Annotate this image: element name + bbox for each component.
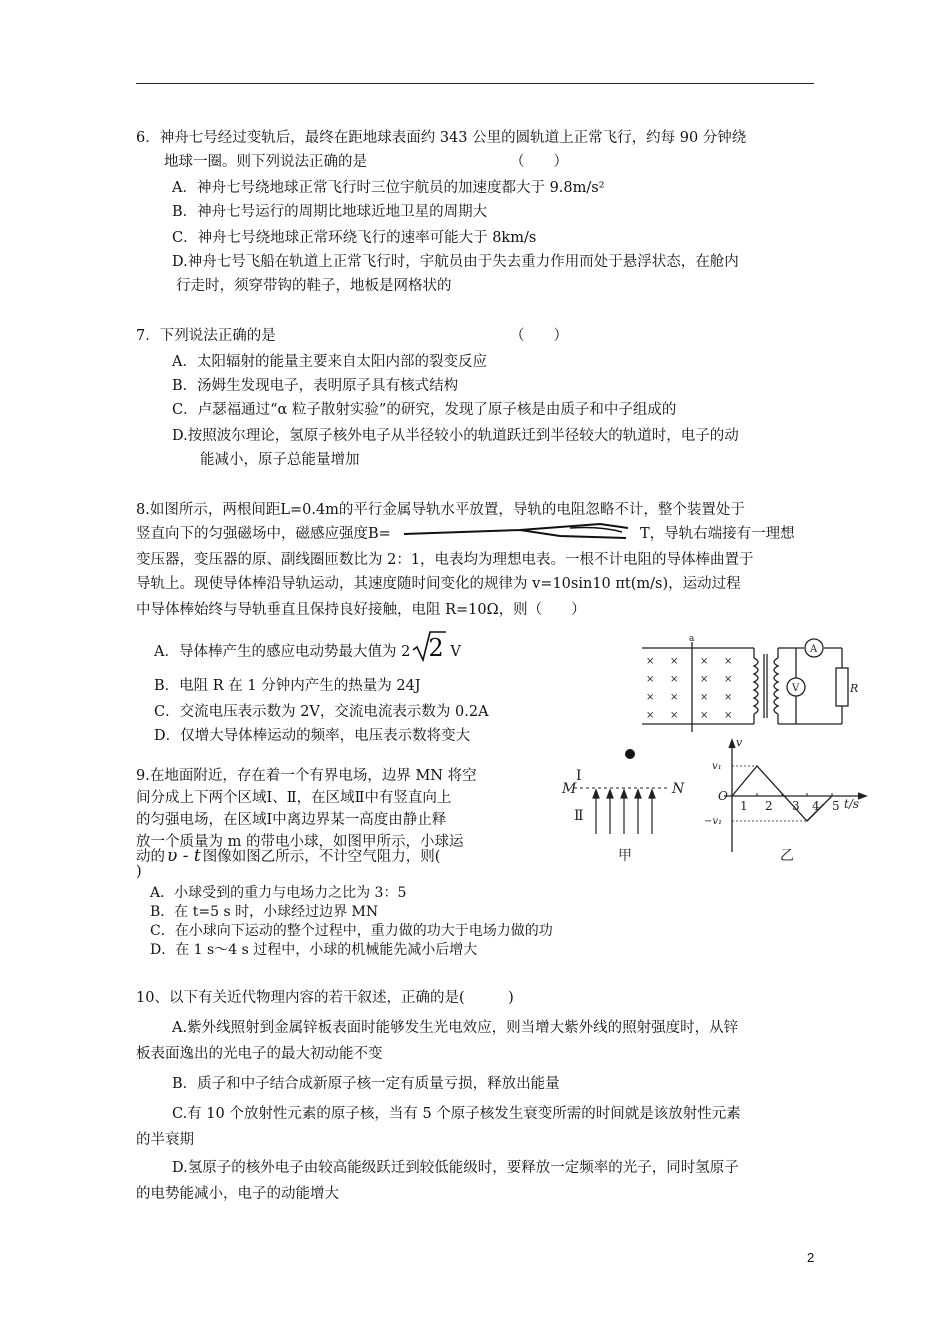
q9-option-a: A．小球受到的重力与电场力之比为 3：5 — [150, 885, 407, 901]
svg-text:×: × — [670, 692, 679, 703]
q9-stem-line5-b: 图像如图乙所示，不计空气阻力，则( — [202, 849, 441, 865]
svg-text:×: × — [724, 710, 733, 721]
q8-stem-line4: 导轨上。现使导体棒沿导轨运动，其速度随时间变化的规律为 v=10sin10 πt(m/s)，运动过程 — [136, 576, 741, 592]
q8-stem-line1: 8.如图所示，两根间距L=0.4m的平行金属导轨水平放置，导轨的电阻忽略不计，整个装置处于 — [136, 502, 745, 518]
svg-text:×: × — [700, 656, 709, 667]
q6-option-d-line1: D.神舟七号飞船在轨道上正常飞行时，宇航员由于失去重力作用而处于悬浮状态，在舱内 — [172, 254, 739, 270]
q9-caption-jia: 甲 — [618, 848, 632, 864]
q8-circuit-diagram — [636, 634, 859, 740]
svg-text:×: × — [646, 692, 655, 703]
q10-option-d-line2: 的电势能减小，电子的动能增大 — [136, 1186, 339, 1202]
q9-option-d: D．在 1 s～4 s 过程中，小球的机械能先减小后增大 — [150, 942, 478, 958]
q9-label-n: N — [672, 781, 685, 797]
q9-stem-line5 — [136, 846, 440, 867]
q9-stem-line2: 间分成上下两个区域Ⅰ、Ⅱ，在区域Ⅱ中有竖直向上 — [136, 790, 452, 806]
q9-caption-yi: 乙 — [780, 848, 794, 864]
q6-option-c: C．神舟七号绕地球正常环绕飞行的速率可能大于 8km/s — [172, 230, 537, 246]
q6-stem-line2: 地球一圈。则下列说法正确的是 — [164, 154, 367, 170]
q8-option-a-text: A．导体棒产生的感应电动势最大值为 2 — [154, 644, 411, 660]
q9-stem-line3: 的匀强电场，在区域Ⅰ中离边界某一高度由静止释 — [136, 812, 447, 828]
q9-vt-symbol: υ - t — [167, 846, 201, 866]
q9-figure-yi — [702, 736, 872, 864]
svg-text:×: × — [670, 710, 679, 721]
svg-text:×: × — [646, 674, 655, 685]
svg-text:×: × — [670, 656, 679, 667]
q9-tick-5: 5 — [832, 799, 840, 813]
q9-stem-line6: ) — [136, 864, 142, 880]
svg-text:×: × — [700, 710, 709, 721]
q10-option-b: B．质子和中子结合成新原子核一定有质量亏损，释放出能量 — [172, 1076, 560, 1092]
q8-option-d: D．仅增大导体棒运动的频率，电压表示数将变大 — [154, 728, 471, 744]
q9-label-m: M — [562, 781, 577, 797]
q8-label-a: a — [689, 634, 695, 644]
q7-option-d-line2: 能减小，原子总能量增加 — [200, 452, 360, 468]
q8-option-a — [154, 636, 461, 666]
q6-option-b: B．神舟七号运行的周期比地球近地卫星的周期大 — [172, 204, 488, 220]
q8-stem-line2a: 竖直向下的匀强磁场中，磁感应强度B= — [136, 526, 391, 542]
q9-option-c: C．在小球向下运动的整个过程中，重力做的功大于电场力做的功 — [150, 923, 553, 939]
q10-option-c-line2: 的半衰期 — [136, 1132, 194, 1148]
q9-tick-2: 2 — [765, 799, 773, 813]
q8-label-ammeter: A — [810, 644, 818, 655]
q10-option-a-line2: 板表面逸出的光电子的最大初动能不变 — [136, 1046, 383, 1062]
svg-text:×: × — [724, 674, 733, 685]
svg-text:×: × — [724, 656, 733, 667]
q7-option-c: C．卢瑟福通过“α 粒子散射实验”的研究，发现了原子核是由质子和中子组成的 — [172, 402, 677, 418]
q9-v1-label: v₁ — [712, 761, 722, 772]
q9-region-2-label: Ⅱ — [574, 808, 584, 824]
svg-text:×: × — [646, 710, 655, 721]
q10-stem: 10、以下有关近代物理内容的若干叙述，正确的是( ) — [136, 990, 514, 1006]
q8-stem-line2b: T，导轨右端接有一理想 — [640, 526, 795, 542]
q9-neg-v1-label: −v₁ — [704, 816, 723, 827]
q7-option-d-line1: D.按照波尔理论，氢原子核外电子从半径较小的轨道跃迁到半径较大的轨道时，电子的动 — [172, 428, 739, 444]
page-number: 2 — [807, 1250, 815, 1265]
q7-option-b: B．汤姆生发现电子，表明原子具有核式结构 — [172, 378, 459, 394]
q8-stem-line5: 中导体棒始终与导轨垂直且保持良好接触，电阻 R=10Ω，则（ ） — [136, 602, 586, 618]
q10-option-a-line1: A.紫外线照射到金属锌板表面时能够发生光电效应，则当增大紫外线的照射强度时，从锌 — [172, 1020, 739, 1036]
q6-stem-line1: 6．神舟七号经过变轨后，最终在距地球表面约 343 公里的圆轨道上正常飞行，约每 90 分钟绕 — [136, 130, 747, 146]
q9-stem-line5-a: 动的 — [136, 849, 165, 865]
q8-option-b: B．电阻 R 在 1 分钟内产生的热量为 24J — [154, 678, 421, 694]
q10-option-c-line1: C.有 10 个放射性元素的原子核，当有 5 个原子核发生衰变所需的时间就是该放射性元素 — [172, 1106, 741, 1122]
q9-option-b: B．在 t=5 s 时，小球经过边界 MN — [150, 904, 379, 920]
q9-region-1-label: Ⅰ — [576, 768, 582, 784]
q9-axis-v-label: v — [736, 736, 743, 749]
q6-option-a: A．神舟七号绕地球正常飞行时三位宇航员的加速度都大于 9.8m/s² — [172, 180, 605, 196]
q9-axis-t-label: t/s — [844, 797, 860, 811]
q8-label-voltmeter: V — [792, 683, 800, 694]
q6-option-d-line2: 行走时，须穿带钩的鞋子，地板是网格状的 — [176, 278, 452, 294]
q9-origin-label: O — [718, 789, 728, 803]
q8-option-a-unit: V — [450, 644, 461, 660]
svg-text:×: × — [700, 692, 709, 703]
q7-answer-paren: （ ） — [510, 328, 568, 344]
svg-text:×: × — [724, 692, 733, 703]
svg-text:×: × — [700, 674, 709, 685]
svg-text:×: × — [646, 656, 655, 667]
q8-option-c: C．交流电压表示数为 2V，交流电流表示数为 0.2A — [154, 704, 489, 720]
q9-tick-3: 3 — [792, 799, 800, 813]
q6-answer-paren: （ ） — [510, 154, 568, 170]
q7-stem: 7．下列说法正确的是 — [136, 328, 276, 344]
q8-illegible-formula-image — [400, 520, 630, 546]
q9-stem-line1: 9.在地面附近，存在着一个有界电场，边界 MN 将空 — [136, 768, 477, 784]
q8-label-resistor: R — [850, 682, 859, 695]
sqrt-icon — [410, 636, 444, 666]
svg-text:×: × — [670, 674, 679, 685]
header-rule — [136, 83, 814, 84]
q8-option-a-radicand: 2 — [428, 634, 444, 662]
q10-option-d-line1: D.氢原子的核外电子由较高能级跃迁到较低能级时，要释放一定频率的光子，同时氢原子 — [172, 1160, 739, 1176]
charged-ball — [625, 749, 635, 759]
q7-option-a: A．太阳辐射的能量主要来自太阳内部的裂变反应 — [172, 354, 487, 370]
q9-figure-jia — [552, 744, 702, 864]
q8-stem-line3: 变压器，变压器的原、副线圈匝数比为 2：1，电表均为理想电表。一根不计电阻的导体棒曲置于 — [136, 552, 754, 568]
q9-tick-1: 1 — [740, 799, 748, 813]
q9-tick-4: 4 — [812, 799, 820, 813]
q9-stem-line4: 放一个质量为 m 的带电小球，如图甲所示，小球运 — [136, 834, 464, 850]
